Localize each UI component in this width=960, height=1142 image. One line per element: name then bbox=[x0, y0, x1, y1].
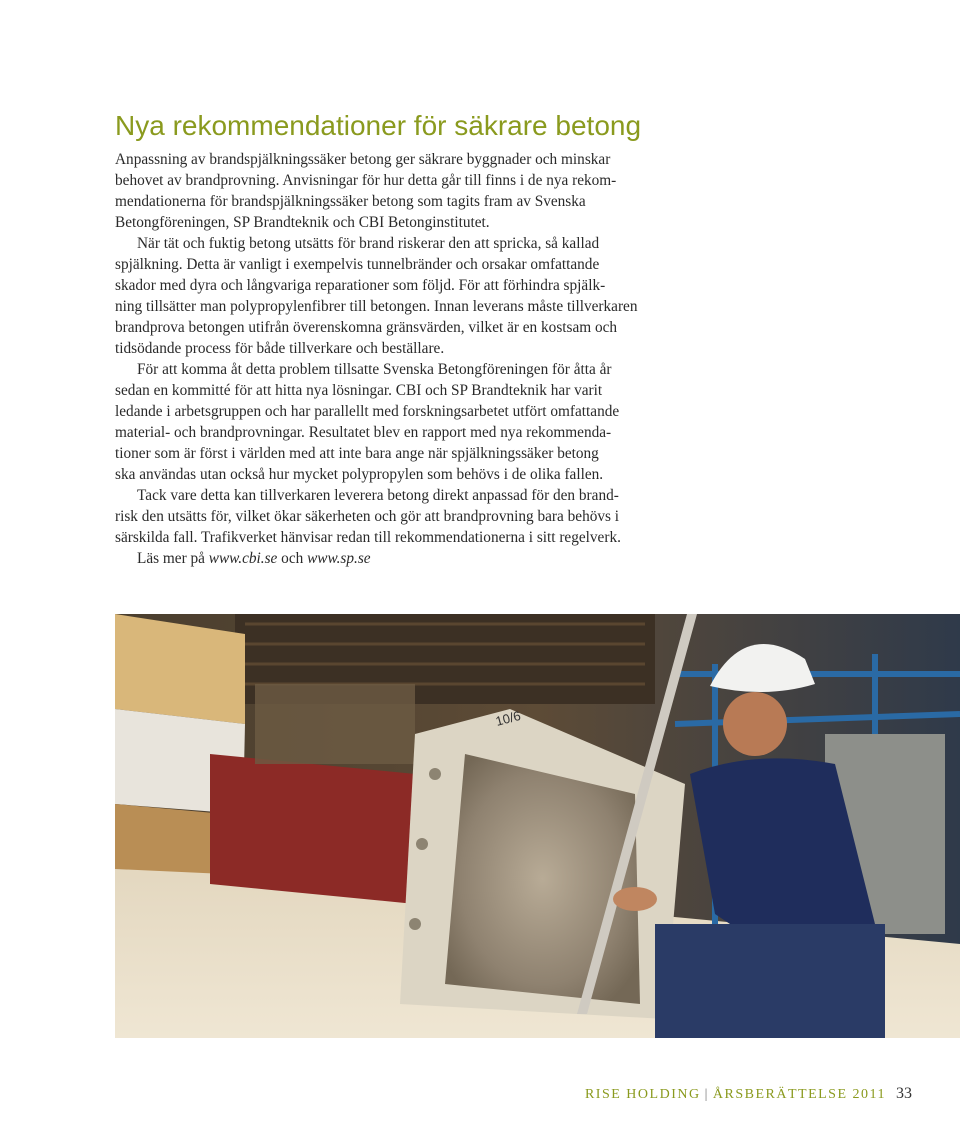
spalled-surface bbox=[445, 754, 640, 1004]
pallet bbox=[115, 804, 225, 874]
link-cbi[interactable]: www.cbi.se bbox=[208, 550, 278, 567]
article-body bbox=[115, 149, 715, 569]
read-more bbox=[115, 548, 715, 569]
body-line: tidsödande process för både tillverkare och beställare. bbox=[115, 340, 445, 357]
body-line: särskilda fall. Trafikverket hänvisar redan till rekommendationerna i sitt regelverk. bbox=[115, 529, 621, 546]
body-line: risk den utsätts för, vilket ökar säkerheten och gör att brandprovning bara behövs i bbox=[115, 508, 620, 525]
footer-report: ÅRSBERÄTTELSE 2011 bbox=[712, 1087, 886, 1102]
read-more-conjunction: och bbox=[277, 550, 308, 567]
read-more-prefix: Läs mer på bbox=[137, 550, 209, 567]
footer-separator: | bbox=[704, 1087, 709, 1102]
body-line: ning tillsätter man polypropylenfibrer till betongen. Innan leverans måste tillverkaren bbox=[115, 298, 638, 315]
body-line: När tät och fuktig betong utsätts för brand riskerar den att spricka, så kallad bbox=[137, 235, 600, 252]
intro-line: Betongföreningen, SP Brandteknik och CBI Betonginstitutet. bbox=[115, 214, 490, 231]
worker-legs bbox=[655, 924, 885, 1038]
body-line: tioner som är först i världen med att inte bara ange när spjälkningssäker betong bbox=[115, 445, 599, 462]
page-footer bbox=[585, 1080, 912, 1109]
sample-label: 10/6 bbox=[493, 707, 523, 729]
body-paragraph-2 bbox=[115, 359, 715, 485]
intro-paragraph bbox=[115, 149, 715, 233]
body-paragraph-1 bbox=[115, 233, 715, 359]
intro-line: behovet av brandprovning. Anvisningar för hur detta går till finns i de nya rekom- bbox=[115, 172, 617, 189]
page-number: 33 bbox=[896, 1085, 912, 1102]
body-line: Tack vare detta kan tillverkaren leverera betong direkt anpassad för den brand- bbox=[137, 487, 619, 504]
body-line: ledande i arbetsgruppen och har parallellt med forskningsarbetet utfört omfattande bbox=[115, 403, 620, 420]
body-line: skador med dyra och långvariga reparationer som följd. För att förhindra spjälk- bbox=[115, 277, 606, 294]
red-container bbox=[210, 754, 415, 904]
article-photo bbox=[115, 614, 960, 1038]
intro-line: mendationerna för brandspjälkningssäker betong som tagits fram av Svenska bbox=[115, 193, 586, 210]
body-line: material- och brandprovningar. Resultatet blev en rapport med nya rekommenda- bbox=[115, 424, 612, 441]
body-paragraph-3 bbox=[115, 485, 715, 548]
body-line: sedan en kommitté för att hitta nya lösningar. CBI och SP Brandteknik har varit bbox=[115, 382, 603, 399]
body-line: brandprova betongen utifrån överenskomna gränsvärden, vilket är en kostsam och bbox=[115, 319, 618, 336]
worker-head bbox=[723, 692, 787, 756]
shelving bbox=[255, 684, 415, 764]
intro-line: Anpassning av brandspjälkningssäker betong ger säkrare byggnader och minskar bbox=[115, 151, 611, 168]
worker-hand bbox=[613, 887, 657, 911]
body-line: För att komma åt detta problem tillsatte Svenska Betongföreningen för åtta år bbox=[137, 361, 612, 378]
article-title: Nya rekommendationer för säkrare betong bbox=[115, 110, 642, 141]
body-line: spjälkning. Detta är vanligt i exempelvis tunnelbränder och orsakar omfattande bbox=[115, 256, 600, 273]
body-line: ska användas utan också hur mycket polypropylen som behövs i de olika fallen. bbox=[115, 466, 604, 483]
footer-publication: RISE HOLDING bbox=[584, 1087, 701, 1102]
link-sp[interactable]: www.sp.se bbox=[307, 550, 371, 567]
